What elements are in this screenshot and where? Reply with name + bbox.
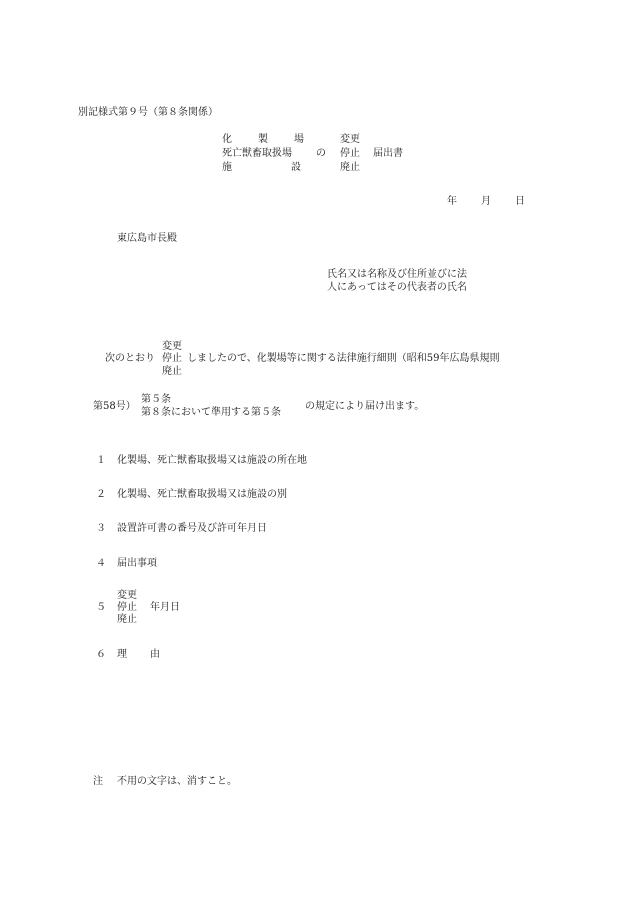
title-facility-3-char: 設 [291,162,301,173]
date-month: 月 [481,196,491,207]
title-facility-2: 死亡獣畜取扱場 [222,148,292,159]
applicant-note-line: 人にあってはその代表者の氏名 [327,282,467,293]
item-text: 設置許可書の番号及び許可年月日 [117,523,267,534]
body-line2-start: 第58号） [93,401,136,412]
item-number: ３ [96,523,106,534]
item-number: ４ [96,558,106,569]
body-action-abolish: 廃止 [162,366,182,377]
title-action-change: 変更 [340,134,360,145]
item5-action-abolish: 廃止 [117,614,137,625]
body-article-8: 第８条において準用する第５条 [141,407,281,418]
title-facility-1-char: 化 [222,134,232,145]
title-action-abolish: 廃止 [340,162,360,173]
applicant-note-line: 氏名又は名称及び住所並びに法 [327,269,467,280]
item-number: ５ [96,602,106,613]
item5-action-change: 変更 [117,590,137,601]
item-number: １ [96,455,106,466]
item6-char: 理 [117,649,127,660]
body-line2-end: の規定により届け出ます。 [305,401,425,412]
body-tail: しましたので、化製場等に関する法律施行細則（昭和59年広島県規則 [187,353,500,364]
title-facility-1-char: 場 [294,134,304,145]
body-lead: 次のとおり [105,353,155,364]
date-day: 日 [515,196,525,207]
title-particle: の [316,148,326,159]
body-action-suspend: 停止 [162,353,182,364]
title-facility-1-char: 製 [258,134,268,145]
item-number: ２ [96,489,106,500]
title-facility-3-char: 施 [222,162,232,173]
body-action-change: 変更 [162,341,182,352]
item-number: ６ [96,649,106,660]
item-text: 化製場、死亡獣畜取扱場又は施設の所在地 [117,455,307,466]
item5-action-suspend: 停止 [117,602,137,613]
title-action-suspend: 停止 [340,148,360,159]
body-article-5: 第５条 [141,394,171,405]
item5-text: 年月日 [150,602,180,613]
note-label: 注 [93,776,103,787]
item6-char: 由 [150,649,160,660]
addressee: 東広島市長殿 [117,233,177,244]
note-text: 不用の文字は、消すこと。 [117,776,237,787]
item-text: 化製場、死亡獣畜取扱場又は施設の別 [117,489,287,500]
item-text: 届出事項 [117,558,157,569]
title-doc-type: 届出書 [373,148,403,159]
date-year: 年 [447,196,457,207]
form-label: 別記様式第９号（第８条関係） [78,107,218,118]
